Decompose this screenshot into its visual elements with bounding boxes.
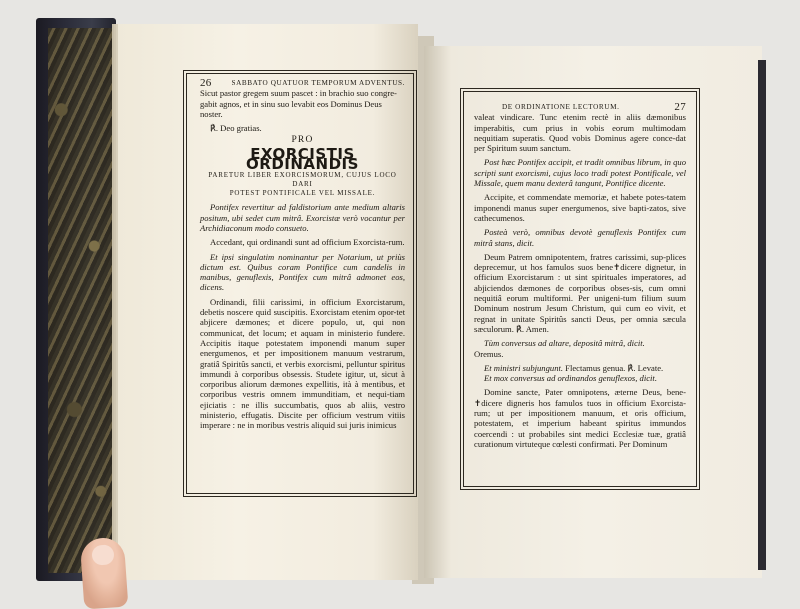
rubric: Post hæc Pontifex accipit, et tradit omnibus librum, in quo scripti sunt exorcismi, cujus loco tradi potest Pontificale, vel Missale, quem manu dexterâ tangunt, Pontifice dicente. [474, 157, 686, 189]
ministri-line [474, 363, 686, 373]
rubric: Pontifex revertitur ad faldistorium ante medium altaris positum, ubi sedet cum mitrâ. Exorcistæ verò vocantur per Archidiaconum modo consueto. [200, 202, 405, 233]
section-subtitle: PARETUR LIBER EXORCISMORUM, CUJUS LOCO DARI [208, 171, 397, 189]
section-pro: PRO [291, 135, 314, 146]
rubric: Et ipsi singulatim nominantur per Notarium, ut priùs dictum est. Quibus coram Pontifice cum candelis in manibus, genuflexis, Pontifex cum mitrâ admonet eos, dicens. [200, 251, 405, 293]
book-cover-right [758, 60, 766, 570]
page-number: 26 [200, 77, 212, 89]
paragraph: Domine sancte, Pater omnipotens, æterne Deus, bene-✝dicere digneris hos famulos tuos in officium Exorcista-rum; ut per impositionem manuum, et oris officium, potestatem, et imperium habeant spiritus immundos coercendi : ut probabiles sint medici Ecclesiæ tuæ, gratiâ curationum virtuteque cœlesti confirmati. Per Dominum [474, 387, 686, 449]
oremus: Oremus. [474, 348, 504, 359]
left-page-text [200, 78, 405, 431]
text-line: Sicut pastor gregem suum pascet : in brachio suo congre- [200, 88, 397, 99]
paragraph: Accipite, et commendate memoriæ, et habete potes-tatem imponendi manus super energumenos, sive bapti-zatos, sive cathecumenos. [474, 192, 686, 223]
section-subtitle: POTEST PONTIFICALE VEL MISSALE. [229, 189, 376, 198]
right-page-text [474, 102, 686, 449]
paragraph: Deum Patrem omnipotentem, fratres carissimi, sup-plices deprecemur, ut hos famulos suos bene✝dicere dignetur, in officium Exorcistarum : ut sint spirituales imperatores, ad abjiciendos dæmones de corporibus obses-sis, cum omni nequitiâ eorum multiformi. Per unigeni-tum filium suum Dominum nostrum Jesum Christum, qui cum eo vivit, et regnat in unitate Spiritûs sancti Deus, per omnia sæcula sæculorum. ℟. Amen. [474, 251, 686, 334]
rubric: Et mox conversus ad ordinandos genuflexos, dicit. [484, 373, 657, 384]
paragraph: Accedant, qui ordinandi sunt ad officium Exorcista-rum. [210, 237, 405, 248]
rubric: Posteà verò, omnibus devotè genuflexis Pontifex cum mitrâ stans, dicit. [474, 227, 686, 248]
paragraph: valeat vindicare. Tunc etenim rectè in aliis dæmonibus imperabitis, cum prius in vobis eorum multimodam nequitiam superatis. Quod vobis Dominus agere conce-dat per Spiritum suum sanctum. [474, 112, 686, 154]
section-title: EXORCISTIS ORDINANDIS [246, 144, 359, 174]
marbled-endpaper [48, 28, 114, 573]
running-head: DE ORDINATIONE LECTORUM. [502, 103, 620, 111]
running-head: SABBATO QUATUOR TEMPORUM ADVENTUS. [231, 79, 405, 87]
right-running-header [474, 102, 686, 112]
left-running-header [200, 78, 405, 88]
flectamus: Flectamus genua. ℟. Levate. [563, 362, 664, 373]
response-line: ℟. Deo gratias. [210, 123, 262, 134]
rubric: Et ministri subjungunt. [484, 362, 564, 373]
rubric: Tùm conversus ad altare, depositâ mitrâ, dicit. [484, 338, 645, 349]
paragraph: Ordinandi, filii carissimi, in officium Exorcistarum, debetis noscere quid suscipitis. Exorcistam etenim opor-tet abjicere dæmones; et dicere populo, ut, qui non communicat, det locum; et aquam in ministerio fundere. Accipitis itaque potestatem imponendi manum super energumenos, et per impositionem manuum vestrarum, gratiâ Spiritûs sancti, et verbis exorcismi, pelluntur spiritus immundi à corporibus obsessis. Studete igitur, ut, sicut à corporibus aliorum dæmones expellitis, ità à mentibus, et corporibus vestris omnem immunditiam, et nequi-tiam ejiciatis : ne illis succumbatis, quos ab aliis, vestro ministerio, effugatis. Discite per officium vestrum vitiis imperare : ne in moribus vestris aliquid sui juris inimicus [200, 296, 405, 431]
text-line: gabit agnos, et in sinu suo levabit eos Dominus Deus [200, 98, 382, 109]
text-line: noster. [200, 108, 223, 119]
page-number: 27 [674, 101, 686, 113]
